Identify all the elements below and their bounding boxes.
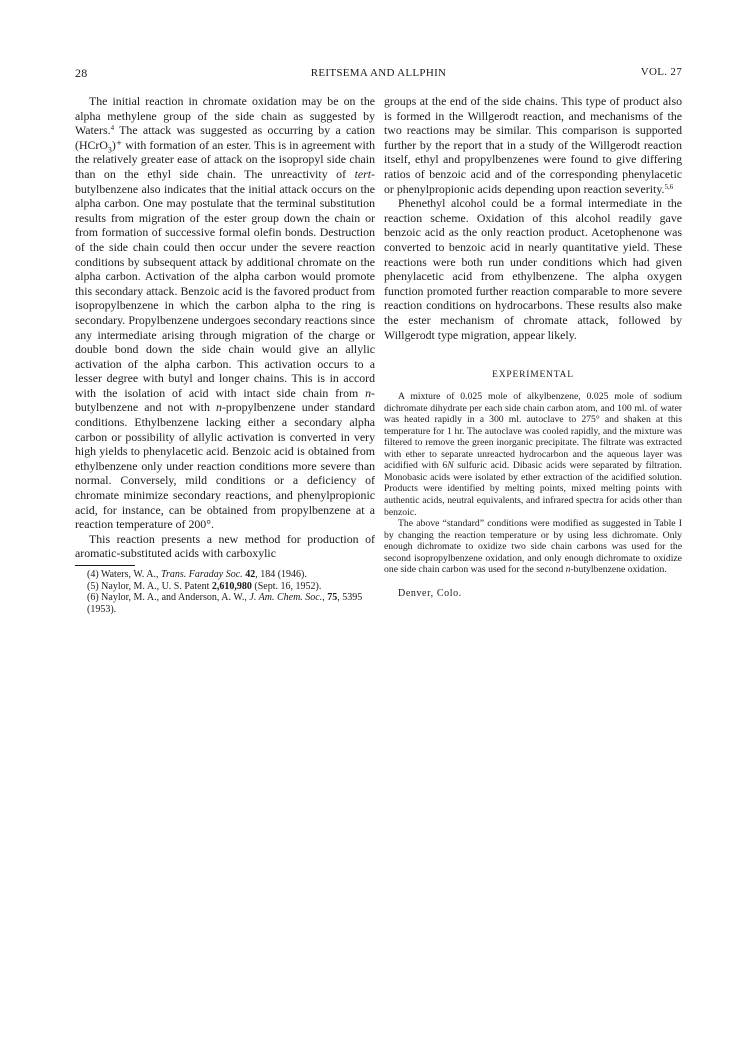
volume-number: 75 [327,592,338,604]
text-run: The above “standard” conditions were modified as suggested in Table I by changing the reaction temperature or by using less dichromate. Only enough dichromate to oxidize two side chain carbons was used for the second isopropylbenzene oxidation, and only enough dichromate to oxidize one side chain carbon was used for the second [384,518,682,576]
footnote-5 [75,581,375,593]
text-run: (Sept. 16, 1952). [251,580,322,592]
left-column [75,94,375,615]
footnote-6: (6) Naylor, M. A., and Anderson, A. W., J. Am. Chem. Soc., 75, 5395 (1953). [87,592,363,615]
experimental-heading: EXPERIMENTAL [492,370,574,381]
right-column [384,94,682,599]
footnote-rule [75,565,135,566]
paragraph-phenethyl-alcohol: Phenethyl alcohol could be a formal intermediate in the reaction scheme. Oxidation of this alcohol readily gave benzoic acid as the only reaction product. Acetophenone was converted to benzoic acid in nearly quantitative yield. These reactions were both run under conditions which had given phenylacetic acid from ethylbenzene. The alpha oxygen function promoted further reaction comparable to more severe reaction conditions on hydrocarbons. These results also make the ester mechanism of chromate attack, followed by Willgerodt type migration, appear likely. [384,196,682,342]
italic-prefix: tert [354,166,372,181]
italic-prefix: n [216,400,222,415]
italic-prefix: n [365,385,372,400]
text-run: A mixture of 0.025 mole of alkylbenzene, 0.025 mole of sodium dichromate dihydrate per each side chain carbon atom, and 100 ml. of water was heated rapidly in a 300 ml. autoclave to 275° and shaken at this temperature for 1 hr. The autoclave was cooled rapidly, and the mixture was filtered to remove the green inorganic precipitate. The filtrate was extracted with ether to separate unreacted hydrocarbon and the aqueous layer was acidified with 6 [384,391,682,472]
reference-marker: 4 [110,124,115,133]
italic-prefix: n [565,564,571,576]
text-run: -butylbenzene oxidation. [570,564,667,576]
text-run: , 5395 (1953). [87,592,363,615]
text-run: -propylbenzene under standard conditions. Ethylbenzene lacking either a secondary alpha carbon or possibility of allylic activation is converted in very high yields to phenylacetic acid. Benzoic acid is obtained from ethylbenzene only under reaction conditions more severe than normal. Conversely, mild conditions or a deficiency of chromate minimize secondary reactions, and phenylpropionic acid, for instance, can be obtained from propylbenzene at a reaction temperature of 200°. [75,400,375,532]
footnotes [75,569,375,615]
text-run: The attack was suggested as occurring by a cation (HCrO [75,123,375,152]
paragraph-willgerodt [384,94,682,196]
text-run: groups at the end of the side chains. This type of product also is formed in the Willgerodt reaction, and mechanisms of the two reactions may be similar. This comparison is supported further by the report that in a study of the Willgerodt reaction itself, ethyl and propylbenzenes were found to give differing ratios of benzoic acid and of the corresponding phenylacetic or phenylpropionic acids depending upon reaction severity. [384,94,682,196]
patent-number: 2,610,980 [211,580,252,592]
footnote-4 [75,569,375,581]
reference-marker: 5,6 [664,182,674,191]
text-run: (4) Waters, W. A., [87,569,162,580]
journal-name: J. Am. Chem. Soc. [249,592,323,604]
text-run: , 184 (1946). [255,569,307,580]
volume-label: VOL. 27 [640,66,682,78]
text-run: sulfuric acid. Dibasic acids were separated by filtration. Monobasic acids were isolated by ether extraction of the acidified solution. Products were identified by melting points, mixed melting points with authentic acids, neutral equivalents, and infrared spectra for acids other than benzoic. [384,460,682,518]
experimental-paragraph-2 [384,518,682,576]
italic-unit: N [447,460,454,472]
text-run: -butylbenzene and not with [75,385,375,415]
text-run: (6) Naylor, M. A., and Anderson, A. W., [87,592,250,604]
place-line: Denver, Colo. [398,587,462,599]
volume-number: 42 [245,569,256,580]
journal-name: Trans. Faraday Soc. [161,569,243,580]
text-run: -butylbenzene also indicates that the initial attack occurs on the alpha carbon. One may postulate that the terminal substitution results from migration of the ester group down the chain or from formation of successive formal olefin bonds. Destruction of the side chain could then occur under the severe reaction conditions by subsequent attack by additional chromate on the alpha carbon. Activation of the alpha carbon would promote this secondary attack. Benzoic acid is the favored product from isopropylbenzene in which the carbon alpha to the ring is secondary. Propylbenzene undergoes secondary reactions since any intermediate arising through migration of the charge or double bond down the side chain would give an allylic activation of the alpha carbon. This activation occurs to a lesser degree with butyl and longer chains. This is in accord with the isolation of acid with intact side chain from [75,166,375,400]
page-number: 28 [75,66,88,80]
text-run: The initial reaction in chromate oxidation may be on the alpha methylene group of the side chain as suggested by Waters. [75,94,375,138]
running-title: REITSEMA AND ALLPHIN [310,67,447,79]
text-run: )⁺ [111,137,123,152]
experimental-paragraph-1 [384,391,682,518]
paragraph-new-method: This reaction presents a new method for production of aromatic-substituted acids with carboxylic [75,531,375,561]
subscript: 3 [107,145,112,155]
paragraph-chromate-oxidation [75,94,375,532]
running-header [75,66,682,82]
text-run: with formation of an ester. This is in agreement with the relatively greater ease of attack on the isopropyl side chain than on the ethyl side chain. The unreactivity of [75,137,375,181]
text-run: (5) Naylor, M. A., U. S. Patent [87,580,212,592]
